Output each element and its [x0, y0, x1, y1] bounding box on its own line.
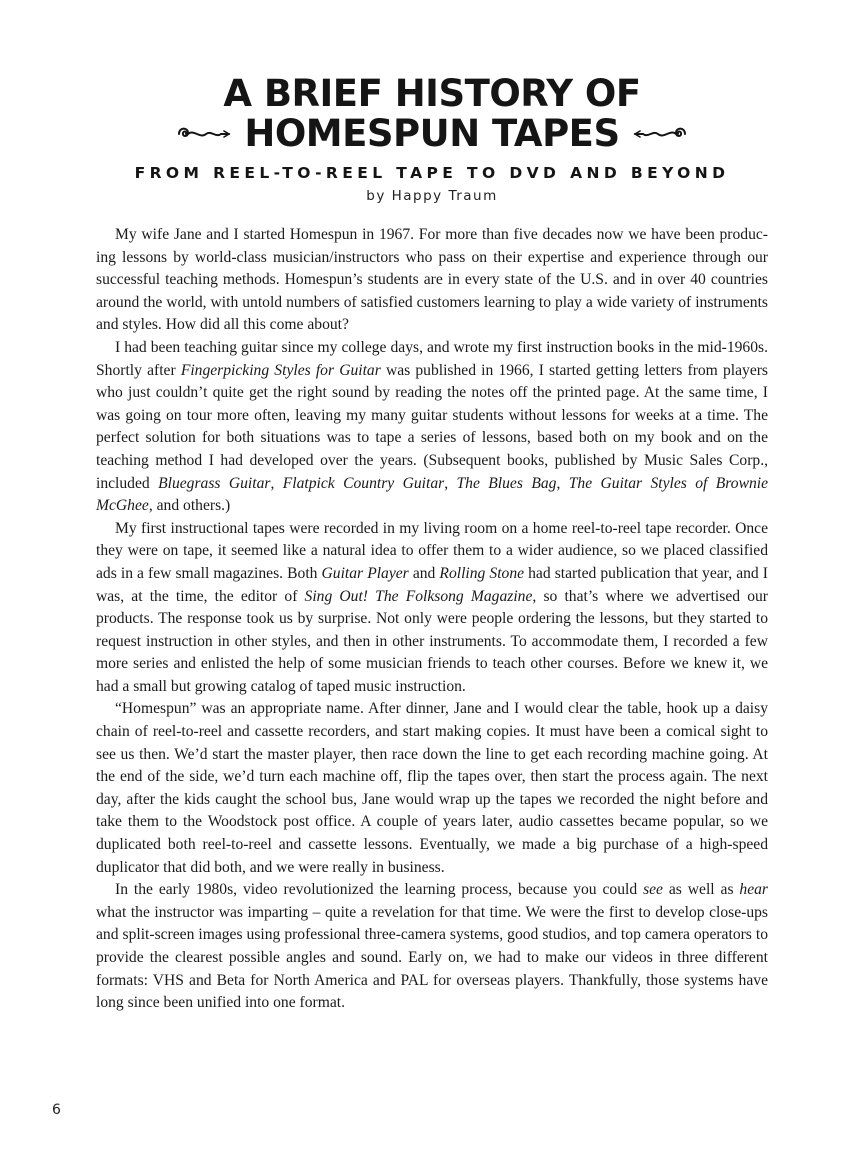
paragraph-text: , and others.): [148, 497, 231, 515]
paragraph-text: , so that’s where we advertised our products. The response took us by surprise. Not only were people ordering the lessons, but they started to request instruction in other styles, and then in other instruments. To accommodate them, I recorded a few more series and enlisted the help of some musician friends to teach other courses. Before we knew it, we had a small but growing catalog of taped music instruction.: [96, 587, 768, 695]
paragraph-text: ,: [444, 474, 457, 492]
italic-title-text: Rolling Stone: [439, 564, 525, 582]
article-title-line-1: A BRIEF HISTORY OF: [223, 72, 641, 115]
paragraph-text: My wife Jane and I started Homespun in 1967. For more than five decades now we have been produc-ing lessons by world-class musician/instructors who pass on their expertise and experience through our successful teaching methods. Homespun’s students are in every state of the U.S. and in over 40 countries around the world, with untold numbers of satisfied customers learning to play a wide variety of instruments and styles. How did all this come about?: [96, 226, 768, 334]
paragraph-text: “Homespun” was an appropriate name. After dinner, Jane and I would clear the table, hook up a daisy chain of reel-to-reel and cassette recorders, and start making copies. It must have been a comical sight to see us then. We’d start the master player, then race down the line to get each recording machine going. At the end of the side, we’d turn each machine off, flip the tapes over, then start the process again. The next day, after the kids caught the school bus, Jane would wrap up the tapes we recorded the night before and take them to the Woodstock post office. A couple of years later, audio cassettes became popular, so we duplicated both reel-to-reel and cassette lessons. Eventually, we made a big purchase of a high-speed duplicator that did both, and we were really in business.: [96, 700, 768, 876]
body-paragraph: [96, 879, 768, 1015]
italic-title-text: Sing Out! The Folksong Magazine: [304, 587, 533, 605]
body-paragraph: [96, 518, 768, 699]
paragraph-text: In the early 1980s, video revolutionized the learning process, because you could: [115, 881, 644, 899]
article-body: [96, 224, 768, 1015]
italic-title-text: hear: [739, 881, 769, 899]
paragraph-text: ,: [556, 474, 569, 492]
paragraph-text: as well as: [662, 881, 740, 899]
italic-title-text: Flatpick Country Guitar: [282, 474, 445, 492]
paragraph-text: what the instructor was imparting – quite a revelation for that time. We were the first to develop close-ups and split-screen images using professional three-camera systems, good studios, and top camera operators to provide the clearest possible angles and sound. Early on, we had to make our videos in three different formats: VHS and Beta for North America and PAL for overseas players. Thankfully, those systems have long since been unified into one format.: [96, 903, 768, 1012]
author-byline: by Happy Traum: [366, 188, 498, 204]
italic-title-text: Bluegrass Guitar: [158, 474, 271, 492]
body-paragraph: [96, 224, 768, 337]
flourish-right-icon: [632, 123, 688, 145]
paragraph-text: ,: [270, 474, 283, 492]
paragraph-text: My first instructional tapes were recorded in my living room on a home reel-to-reel tape recorder. Once they were on tape, it seemed like a natural idea to offer them to a wider audience, so we placed classified ads in a few small magazines. Both: [96, 519, 768, 582]
italic-title-text: Guitar Player: [321, 564, 409, 582]
paragraph-text: I had been teaching guitar since my college days, and wrote my first instruction books in the mid-1960s. Shortly after: [96, 338, 768, 379]
italic-title-text: see: [643, 881, 663, 899]
italic-title-text: The Blues Bag: [456, 474, 557, 492]
article-subtitle: FROM REEL-TO-REEL TAPE TO DVD AND BEYOND: [134, 164, 730, 182]
paragraph-text: was published in 1966, I started getting letters from players who just couldn’t quite get the right sound by reading the notes off the printed page. At the same time, I was going on tour more often, leaving my many guitar students without lessons for weeks at a time. The perfect solution for both situations was to tape a series of lessons, based both on my book and on the teaching method I had developed over the years. (Subsequent books, published by Music Sales Corp., included: [96, 361, 769, 492]
flourish-left-icon: [176, 123, 232, 145]
page-number: 6: [52, 1102, 61, 1118]
paragraph-text: had started publication that year, and I was, at the time, the editor of: [96, 564, 768, 605]
italic-title-text: Fingerpicking Styles for Guitar: [180, 361, 381, 379]
article-title-line-2: HOMESPUN TAPES: [244, 112, 620, 155]
article-header: [0, 74, 864, 204]
body-paragraph: [96, 698, 768, 879]
italic-title-text: The Guitar Styles of Brownie McGhee: [96, 474, 769, 515]
article-title-line-2-row: [0, 114, 864, 154]
body-paragraph: [96, 337, 768, 518]
paragraph-text: and: [408, 564, 440, 582]
